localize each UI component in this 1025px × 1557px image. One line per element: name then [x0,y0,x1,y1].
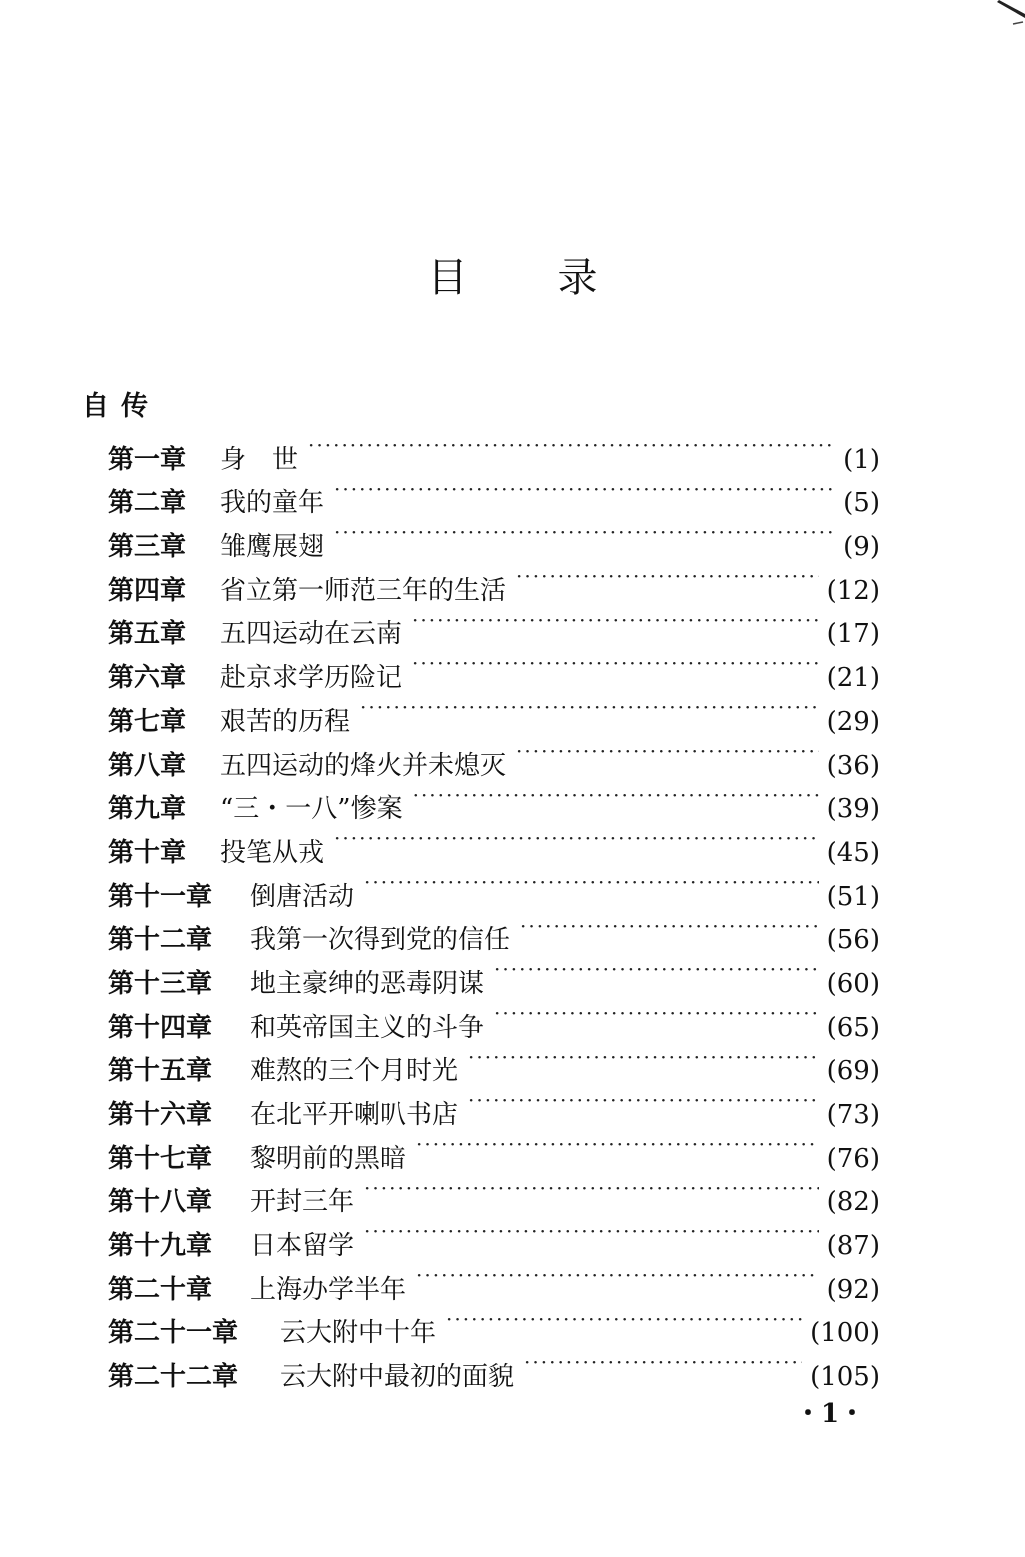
toc-chapter-label: 第四章 [108,575,187,606]
toc-dot-leader [364,1210,819,1254]
toc-chapter-title: 云大附中十年 [280,1318,437,1349]
toc-chapter-title: 身 世 [220,444,299,475]
toc-page-number: (9) [843,532,880,563]
toc-page-number: (39) [826,794,880,825]
toc-page-number: (21) [826,663,880,694]
toc-page-number: (29) [826,706,880,737]
toc-page-number: (73) [826,1100,880,1130]
toc-chapter-title: 赴京求学历险记 [220,663,403,694]
toc-page-number: (56) [826,925,880,956]
toc-page-number: (87) [826,1231,880,1262]
toc-dot-leader [516,555,819,599]
toc-dot-leader [446,1298,802,1342]
toc-chapter-label: 第二十一章 [108,1318,239,1349]
toc-dot-leader [412,642,819,686]
toc-chapter-title: 五四运动的烽火并未熄灭 [220,750,507,781]
toc-dot-leader [334,511,835,555]
toc-chapter-title: 和英帝国主义的斗争 [250,1012,485,1043]
toc-list [108,424,880,1393]
section-heading: 自传 [82,391,160,422]
toc-chapter-label: 第十三章 [108,968,213,999]
toc-page-number: (60) [826,968,880,999]
toc-chapter-title: 我的童年 [220,488,325,519]
toc-title-char-1: 目 [427,255,468,301]
toc-page-number: (92) [826,1274,880,1305]
toc-chapter-title: 省立第一师范三年的生活 [220,575,507,606]
toc-chapter-label: 第十二章 [108,925,213,956]
toc-chapter-title: 五四运动在云南 [220,619,403,650]
toc-dot-leader [468,1036,819,1080]
toc-page-number: (76) [826,1143,880,1174]
toc-chapter-label: 第八章 [108,750,187,781]
toc-entry [108,424,880,475]
toc-chapter-label: 第五章 [108,619,187,650]
toc-chapter-title: 投笔从戎 [220,837,325,868]
scan-artifact-mark [985,0,1025,30]
toc-title-char-2: 录 [557,255,598,301]
toc-chapter-title: 地主豪绅的恶毒阴谋 [250,968,485,999]
toc-chapter-label: 第十九章 [108,1231,213,1262]
toc-dot-leader [516,730,819,774]
toc-title [0,246,1025,303]
toc-dot-leader [334,468,835,512]
toc-chapter-label: 第九章 [108,794,187,825]
toc-page-number: (5) [843,488,880,519]
toc-chapter-label: 第十七章 [108,1143,213,1174]
toc-chapter-label: 第十一章 [108,881,213,912]
toc-chapter-title: 上海办学半年 [250,1274,407,1305]
toc-chapter-title: 日本留学 [250,1231,355,1262]
toc-dot-leader [334,817,819,861]
toc-chapter-label: 第十八章 [108,1187,213,1218]
toc-chapter-title: 雏鹰展翅 [220,532,325,563]
toc-chapter-title: 倒唐活动 [250,881,355,912]
toc-chapter-label: 第十章 [108,837,187,868]
toc-chapter-label: 第二章 [108,488,187,519]
toc-chapter-label: 第二十二章 [108,1362,239,1393]
toc-dot-leader [413,774,819,818]
toc-chapter-label: 第二十章 [108,1274,213,1305]
toc-page-number: (17) [826,619,880,650]
toc-page-number: (69) [826,1056,880,1087]
toc-dot-leader [364,1167,819,1211]
toc-dot-leader [412,599,819,643]
toc-page-number: (36) [826,750,880,781]
toc-dot-leader [308,424,835,468]
toc-chapter-title: 难熬的三个月时光 [250,1056,459,1087]
toc-page-number: (82) [826,1187,880,1218]
toc-page-number: (12) [826,575,880,606]
toc-page-number: (100) [810,1318,880,1349]
toc-dot-leader [524,1341,802,1385]
toc-chapter-label: 第三章 [108,532,187,563]
toc-dot-leader [416,1123,819,1167]
toc-chapter-label: 第六章 [108,663,187,694]
toc-chapter-title: 在北平开喇叭书店 [250,1100,459,1130]
toc-page-number: (65) [826,1012,880,1043]
toc-chapter-title: 开封三年 [250,1187,355,1218]
toc-chapter-title: “三・一八”惨案 [220,794,403,825]
toc-dot-leader [416,1254,819,1298]
toc-chapter-title: 黎明前的黑暗 [250,1143,407,1174]
toc-dot-leader [360,686,819,730]
toc-dot-leader [364,861,819,905]
toc-page-number: (51) [826,881,880,912]
toc-dot-leader [520,905,819,949]
toc-page-number: (105) [810,1362,880,1393]
toc-page-number: (1) [843,444,880,475]
toc-chapter-title: 艰苦的历程 [220,706,351,737]
toc-chapter-title: 云大附中最初的面貌 [280,1362,515,1393]
toc-chapter-label: 第十五章 [108,1056,213,1087]
toc-dot-leader [468,1079,819,1123]
toc-dot-leader [494,992,819,1036]
toc-chapter-label: 第十六章 [108,1100,213,1130]
page-number: ・1・ [794,1399,866,1429]
toc-chapter-label: 第十四章 [108,1012,213,1043]
toc-chapter-label: 第七章 [108,706,187,737]
toc-chapter-title: 我第一次得到党的信任 [250,925,511,956]
toc-chapter-label: 第一章 [108,444,187,475]
toc-dot-leader [494,948,819,992]
toc-page-number: (45) [826,837,880,868]
